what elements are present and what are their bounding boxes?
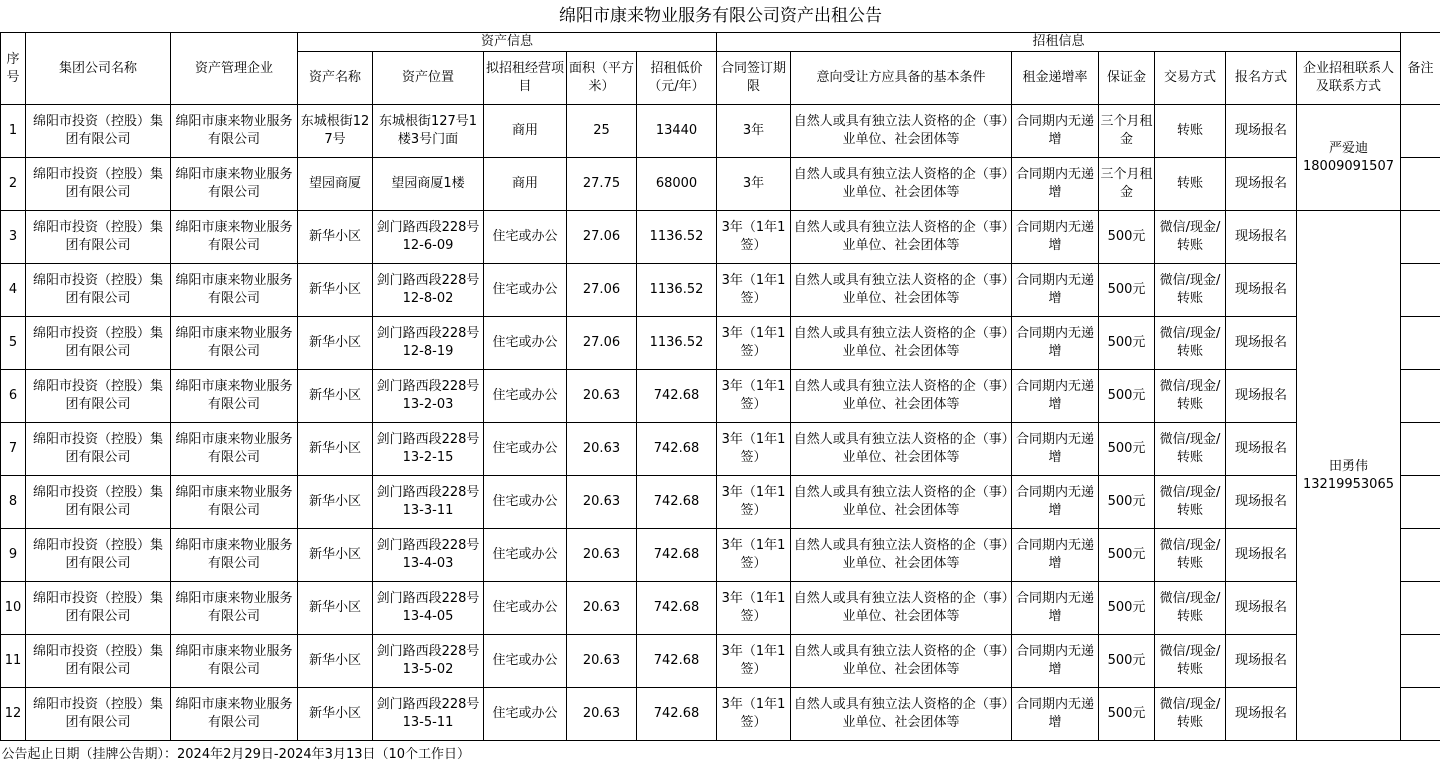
- contact-phone: 18009091507: [1303, 158, 1394, 174]
- cell-min-price: 1136.52: [637, 317, 717, 370]
- cell-manager: 绵阳市康来物业服务有限公司: [171, 105, 298, 158]
- cell-deposit: 500元: [1099, 582, 1155, 635]
- table-row: [1, 529, 1440, 582]
- cell-conditions: 自然人或具有独立法人资格的企（事）业单位、社会团体等: [791, 317, 1012, 370]
- cell-signup: 现场报名: [1226, 635, 1297, 688]
- cell-group: 绵阳市投资（控股）集团有限公司: [26, 370, 171, 423]
- cell-asset-name: 东城根街127号: [298, 105, 373, 158]
- cell-min-price: 742.68: [637, 582, 717, 635]
- cell-conditions: 自然人或具有独立法人资格的企（事）业单位、社会团体等: [791, 158, 1012, 211]
- cell-signup: 现场报名: [1226, 529, 1297, 582]
- cell-payment: 微信/现金/转账: [1155, 264, 1226, 317]
- cell-increase: 合同期内无递增: [1012, 529, 1099, 582]
- cell-term: 3年（1年1签）: [717, 688, 791, 741]
- cell-signup: 现场报名: [1226, 688, 1297, 741]
- cell-payment: 微信/现金/转账: [1155, 529, 1226, 582]
- table-row: [1, 317, 1440, 370]
- cell-term: 3年（1年1签）: [717, 582, 791, 635]
- cell-signup: 现场报名: [1226, 317, 1297, 370]
- cell-area: 27.06: [567, 317, 637, 370]
- cell-usage: 住宅或办公: [484, 476, 567, 529]
- cell-deposit: 500元: [1099, 317, 1155, 370]
- cell-seq: 9: [1, 529, 26, 582]
- cell-term: 3年（1年1签）: [717, 423, 791, 476]
- cell-location: 剑门路西段228号13-2-03: [373, 370, 484, 423]
- cell-signup: 现场报名: [1226, 476, 1297, 529]
- cell-increase: 合同期内无递增: [1012, 317, 1099, 370]
- cell-area: 27.06: [567, 264, 637, 317]
- cell-deposit: 三个月租金: [1099, 158, 1155, 211]
- cell-signup: 现场报名: [1226, 370, 1297, 423]
- cell-payment: 转账: [1155, 158, 1226, 211]
- cell-remarks: [1401, 211, 1440, 264]
- cell-deposit: 500元: [1099, 529, 1155, 582]
- cell-min-price: 742.68: [637, 688, 717, 741]
- cell-payment: 微信/现金/转账: [1155, 635, 1226, 688]
- cell-seq: 11: [1, 635, 26, 688]
- cell-min-price: 742.68: [637, 476, 717, 529]
- cell-asset-name: 新华小区: [298, 370, 373, 423]
- cell-remarks: [1401, 582, 1440, 635]
- cell-term: 3年（1年1签）: [717, 211, 791, 264]
- cell-min-price: 13440: [637, 105, 717, 158]
- cell-usage: 住宅或办公: [484, 211, 567, 264]
- cell-deposit: 三个月租金: [1099, 105, 1155, 158]
- cell-manager: 绵阳市康来物业服务有限公司: [171, 158, 298, 211]
- cell-area: 20.63: [567, 370, 637, 423]
- cell-increase: 合同期内无递增: [1012, 423, 1099, 476]
- cell-group: 绵阳市投资（控股）集团有限公司: [26, 688, 171, 741]
- table-row: [1, 582, 1440, 635]
- cell-conditions: 自然人或具有独立法人资格的企（事）业单位、社会团体等: [791, 476, 1012, 529]
- cell-increase: 合同期内无递增: [1012, 211, 1099, 264]
- page-title: 绵阳市康来物业服务有限公司资产出租公告: [1, 0, 1440, 33]
- cell-increase: 合同期内无递增: [1012, 476, 1099, 529]
- cell-manager: 绵阳市康来物业服务有限公司: [171, 635, 298, 688]
- cell-min-price: 742.68: [637, 423, 717, 476]
- cell-manager: 绵阳市康来物业服务有限公司: [171, 264, 298, 317]
- header-contact: 企业招租联系人及联系方式: [1297, 52, 1401, 105]
- cell-usage: 住宅或办公: [484, 582, 567, 635]
- cell-asset-name: 新华小区: [298, 529, 373, 582]
- table-row: [1, 423, 1440, 476]
- cell-group: 绵阳市投资（控股）集团有限公司: [26, 317, 171, 370]
- cell-location: 望园商厦1楼: [373, 158, 484, 211]
- cell-location: 东城根街127号1楼3号门面: [373, 105, 484, 158]
- cell-conditions: 自然人或具有独立法人资格的企（事）业单位、社会团体等: [791, 688, 1012, 741]
- cell-deposit: 500元: [1099, 423, 1155, 476]
- cell-usage: 商用: [484, 105, 567, 158]
- cell-asset-name: 新华小区: [298, 264, 373, 317]
- cell-seq: 4: [1, 264, 26, 317]
- cell-conditions: 自然人或具有独立法人资格的企（事）业单位、社会团体等: [791, 529, 1012, 582]
- cell-signup: 现场报名: [1226, 211, 1297, 264]
- cell-group: 绵阳市投资（控股）集团有限公司: [26, 211, 171, 264]
- cell-manager: 绵阳市康来物业服务有限公司: [171, 476, 298, 529]
- cell-group: 绵阳市投资（控股）集团有限公司: [26, 423, 171, 476]
- table-row: [1, 476, 1440, 529]
- cell-usage: 住宅或办公: [484, 317, 567, 370]
- cell-usage: 住宅或办公: [484, 264, 567, 317]
- contact-name: 田勇伟: [1328, 458, 1368, 474]
- cell-payment: 微信/现金/转账: [1155, 582, 1226, 635]
- cell-deposit: 500元: [1099, 635, 1155, 688]
- cell-usage: 住宅或办公: [484, 529, 567, 582]
- table-row: [1, 635, 1440, 688]
- header-seq: 序号: [1, 33, 26, 105]
- cell-remarks: [1401, 688, 1440, 741]
- cell-term: 3年: [717, 105, 791, 158]
- cell-seq: 12: [1, 688, 26, 741]
- cell-term: 3年（1年1签）: [717, 370, 791, 423]
- cell-payment: 微信/现金/转账: [1155, 688, 1226, 741]
- cell-area: 20.63: [567, 476, 637, 529]
- contact-phone: 13219953065: [1303, 476, 1394, 492]
- header-signup: 报名方式: [1226, 52, 1297, 105]
- cell-payment: 微信/现金/转账: [1155, 423, 1226, 476]
- cell-group: 绵阳市投资（控股）集团有限公司: [26, 264, 171, 317]
- cell-remarks: [1401, 370, 1440, 423]
- table-row: [1, 211, 1440, 264]
- cell-min-price: 742.68: [637, 529, 717, 582]
- cell-remarks: [1401, 158, 1440, 211]
- cell-increase: 合同期内无递增: [1012, 264, 1099, 317]
- cell-manager: 绵阳市康来物业服务有限公司: [171, 423, 298, 476]
- cell-manager: 绵阳市康来物业服务有限公司: [171, 211, 298, 264]
- cell-seq: 1: [1, 105, 26, 158]
- cell-term: 3年（1年1签）: [717, 529, 791, 582]
- contact-name: 严爱迪: [1328, 140, 1368, 156]
- cell-conditions: 自然人或具有独立法人资格的企（事）业单位、社会团体等: [791, 105, 1012, 158]
- header-increase: 租金递增率: [1012, 52, 1099, 105]
- contact-cell: [1297, 211, 1401, 741]
- cell-increase: 合同期内无递增: [1012, 635, 1099, 688]
- cell-increase: 合同期内无递增: [1012, 688, 1099, 741]
- header-manager: 资产管理企业: [171, 33, 298, 105]
- cell-manager: 绵阳市康来物业服务有限公司: [171, 370, 298, 423]
- cell-min-price: 68000: [637, 158, 717, 211]
- cell-payment: 微信/现金/转账: [1155, 370, 1226, 423]
- cell-term: 3年（1年1签）: [717, 635, 791, 688]
- cell-signup: 现场报名: [1226, 264, 1297, 317]
- cell-manager: 绵阳市康来物业服务有限公司: [171, 582, 298, 635]
- header-location: 资产位置: [373, 52, 484, 105]
- cell-seq: 10: [1, 582, 26, 635]
- cell-usage: 住宅或办公: [484, 635, 567, 688]
- cell-location: 剑门路西段228号13-4-03: [373, 529, 484, 582]
- cell-manager: 绵阳市康来物业服务有限公司: [171, 688, 298, 741]
- cell-min-price: 1136.52: [637, 264, 717, 317]
- announcement-period: 公告起止日期（挂牌公告期）：2024年2月29日-2024年3月13日（10个工作日）: [1, 741, 1440, 769]
- cell-conditions: 自然人或具有独立法人资格的企（事）业单位、社会团体等: [791, 264, 1012, 317]
- cell-location: 剑门路西段228号13-4-05: [373, 582, 484, 635]
- cell-group: 绵阳市投资（控股）集团有限公司: [26, 635, 171, 688]
- cell-location: 剑门路西段228号12-8-02: [373, 264, 484, 317]
- cell-area: 20.63: [567, 688, 637, 741]
- cell-usage: 住宅或办公: [484, 370, 567, 423]
- header-min-price: 招租低价（元/年）: [637, 52, 717, 105]
- cell-conditions: 自然人或具有独立法人资格的企（事）业单位、社会团体等: [791, 635, 1012, 688]
- cell-area: 20.63: [567, 423, 637, 476]
- table-row: [1, 158, 1440, 211]
- cell-signup: 现场报名: [1226, 582, 1297, 635]
- cell-area: 27.06: [567, 211, 637, 264]
- cell-signup: 现场报名: [1226, 105, 1297, 158]
- cell-remarks: [1401, 264, 1440, 317]
- header-payment: 交易方式: [1155, 52, 1226, 105]
- cell-seq: 3: [1, 211, 26, 264]
- cell-deposit: 500元: [1099, 476, 1155, 529]
- cell-remarks: [1401, 476, 1440, 529]
- cell-location: 剑门路西段228号13-3-11: [373, 476, 484, 529]
- cell-term: 3年（1年1签）: [717, 264, 791, 317]
- cell-term: 3年（1年1签）: [717, 476, 791, 529]
- header-asset-name: 资产名称: [298, 52, 373, 105]
- header-remarks: 备注: [1401, 33, 1440, 105]
- table-row: [1, 105, 1440, 158]
- header-asset-info: 资产信息: [298, 33, 717, 52]
- cell-asset-name: 新华小区: [298, 635, 373, 688]
- cell-increase: 合同期内无递增: [1012, 105, 1099, 158]
- cell-group: 绵阳市投资（控股）集团有限公司: [26, 529, 171, 582]
- cell-increase: 合同期内无递增: [1012, 158, 1099, 211]
- cell-signup: 现场报名: [1226, 423, 1297, 476]
- cell-area: 20.63: [567, 635, 637, 688]
- cell-seq: 6: [1, 370, 26, 423]
- cell-deposit: 500元: [1099, 211, 1155, 264]
- cell-area: 20.63: [567, 582, 637, 635]
- cell-asset-name: 望园商厦: [298, 158, 373, 211]
- cell-conditions: 自然人或具有独立法人资格的企（事）业单位、社会团体等: [791, 370, 1012, 423]
- header-conditions: 意向受让方应具备的基本条件: [791, 52, 1012, 105]
- cell-payment: 微信/现金/转账: [1155, 317, 1226, 370]
- cell-min-price: 742.68: [637, 635, 717, 688]
- cell-location: 剑门路西段228号12-6-09: [373, 211, 484, 264]
- cell-asset-name: 新华小区: [298, 211, 373, 264]
- cell-manager: 绵阳市康来物业服务有限公司: [171, 317, 298, 370]
- header-lease-info: 招租信息: [717, 33, 1401, 52]
- header-area: 面积（平方米）: [567, 52, 637, 105]
- header-group: 集团公司名称: [26, 33, 171, 105]
- table-row: [1, 688, 1440, 741]
- cell-term: 3年（1年1签）: [717, 317, 791, 370]
- cell-deposit: 500元: [1099, 370, 1155, 423]
- cell-increase: 合同期内无递增: [1012, 370, 1099, 423]
- cell-area: 25: [567, 105, 637, 158]
- table-row: [1, 264, 1440, 317]
- cell-location: 剑门路西段228号12-8-19: [373, 317, 484, 370]
- cell-conditions: 自然人或具有独立法人资格的企（事）业单位、社会团体等: [791, 211, 1012, 264]
- cell-location: 剑门路西段228号13-5-02: [373, 635, 484, 688]
- cell-usage: 住宅或办公: [484, 423, 567, 476]
- cell-deposit: 500元: [1099, 264, 1155, 317]
- cell-remarks: [1401, 105, 1440, 158]
- cell-term: 3年: [717, 158, 791, 211]
- cell-increase: 合同期内无递增: [1012, 582, 1099, 635]
- cell-area: 27.75: [567, 158, 637, 211]
- cell-remarks: [1401, 635, 1440, 688]
- cell-asset-name: 新华小区: [298, 688, 373, 741]
- cell-asset-name: 新华小区: [298, 423, 373, 476]
- cell-group: 绵阳市投资（控股）集团有限公司: [26, 105, 171, 158]
- cell-seq: 5: [1, 317, 26, 370]
- header-deposit: 保证金: [1099, 52, 1155, 105]
- cell-remarks: [1401, 529, 1440, 582]
- cell-payment: 转账: [1155, 105, 1226, 158]
- cell-asset-name: 新华小区: [298, 582, 373, 635]
- cell-seq: 7: [1, 423, 26, 476]
- table-row: [1, 370, 1440, 423]
- cell-remarks: [1401, 423, 1440, 476]
- header-term: 合同签订期限: [717, 52, 791, 105]
- cell-asset-name: 新华小区: [298, 476, 373, 529]
- cell-area: 20.63: [567, 529, 637, 582]
- cell-group: 绵阳市投资（控股）集团有限公司: [26, 476, 171, 529]
- cell-min-price: 742.68: [637, 370, 717, 423]
- cell-remarks: [1401, 317, 1440, 370]
- cell-payment: 微信/现金/转账: [1155, 476, 1226, 529]
- cell-deposit: 500元: [1099, 688, 1155, 741]
- cell-group: 绵阳市投资（控股）集团有限公司: [26, 582, 171, 635]
- cell-conditions: 自然人或具有独立法人资格的企（事）业单位、社会团体等: [791, 582, 1012, 635]
- header-usage: 拟招租经营项目: [484, 52, 567, 105]
- cell-usage: 住宅或办公: [484, 688, 567, 741]
- cell-manager: 绵阳市康来物业服务有限公司: [171, 529, 298, 582]
- cell-min-price: 1136.52: [637, 211, 717, 264]
- cell-signup: 现场报名: [1226, 158, 1297, 211]
- cell-asset-name: 新华小区: [298, 317, 373, 370]
- cell-usage: 商用: [484, 158, 567, 211]
- cell-seq: 2: [1, 158, 26, 211]
- cell-payment: 微信/现金/转账: [1155, 211, 1226, 264]
- cell-conditions: 自然人或具有独立法人资格的企（事）业单位、社会团体等: [791, 423, 1012, 476]
- cell-seq: 8: [1, 476, 26, 529]
- cell-location: 剑门路西段228号13-2-15: [373, 423, 484, 476]
- contact-cell: [1297, 105, 1401, 211]
- cell-location: 剑门路西段228号13-5-11: [373, 688, 484, 741]
- cell-group: 绵阳市投资（控股）集团有限公司: [26, 158, 171, 211]
